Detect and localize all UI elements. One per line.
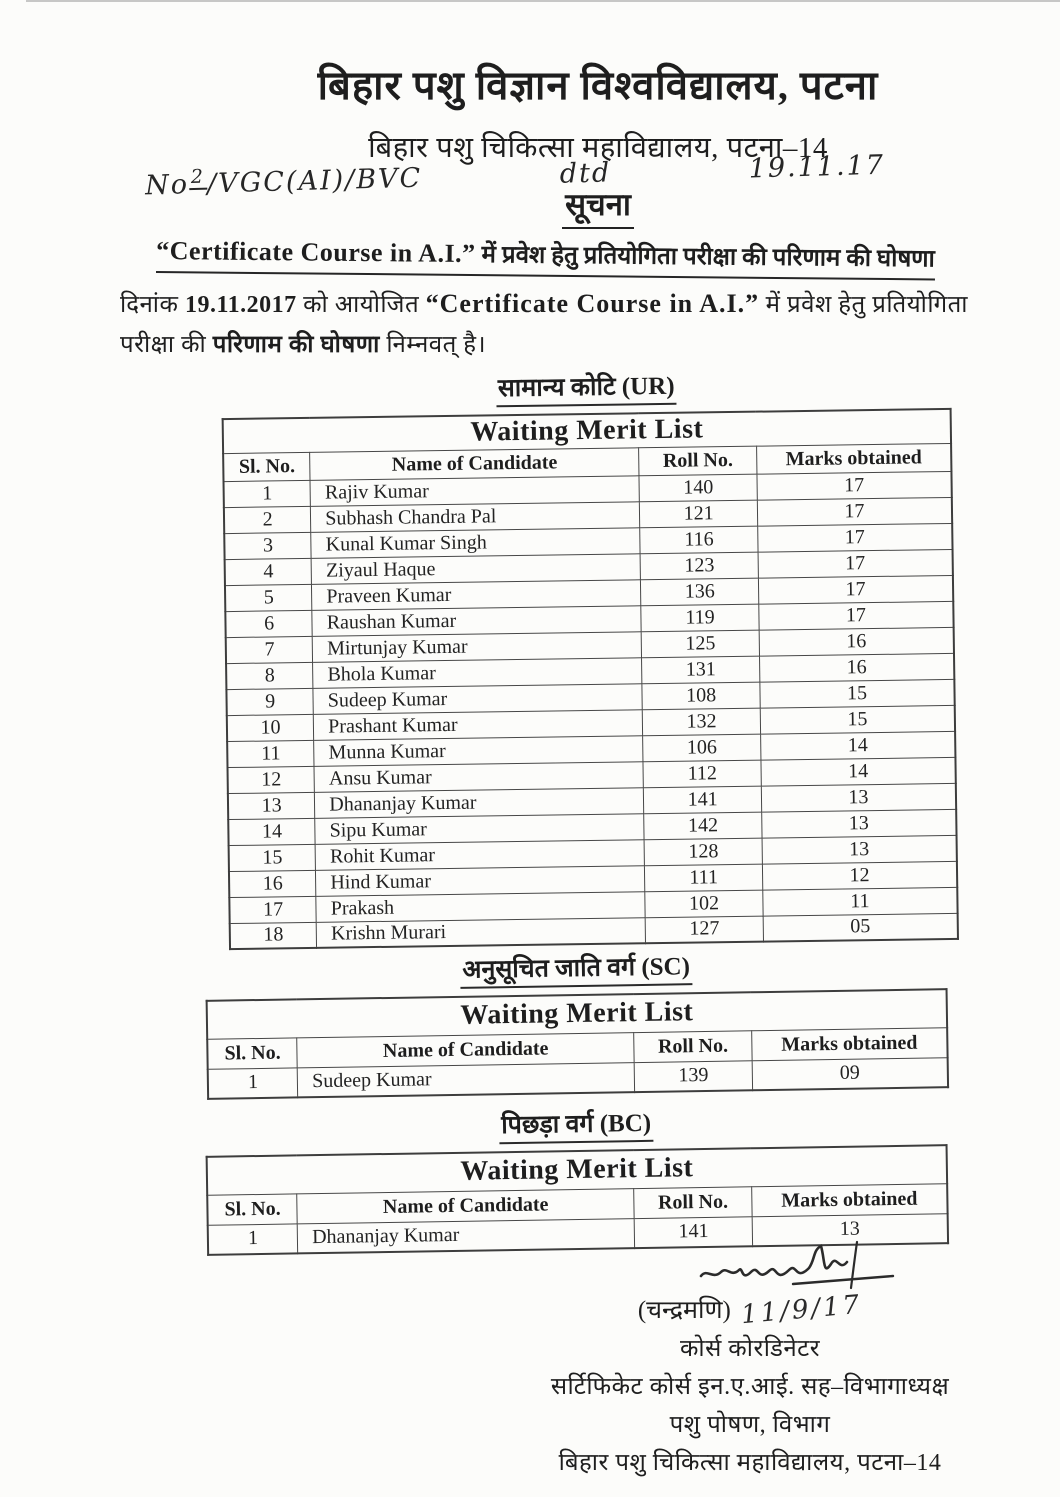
table-cell: 8 — [226, 662, 313, 689]
signature-date: 11/9/17 — [739, 1289, 864, 1331]
table-cell: Subhash Chandra Pal — [311, 501, 640, 532]
table-cell: 2 — [224, 506, 311, 533]
table-cell: 1 — [224, 480, 311, 507]
table-cell: Raushan Kumar — [312, 605, 641, 636]
subject-line — [156, 234, 935, 280]
table-cell: 17 — [757, 471, 952, 500]
college-title: बिहार पशु चिकित्सा महाविद्यालय, पटना–14 — [368, 132, 828, 164]
table-cell: 139 — [634, 1060, 752, 1092]
table-cell: 108 — [642, 682, 760, 710]
table-cell: Prashant Kumar — [314, 709, 643, 740]
table-cell: 11 — [763, 887, 958, 916]
section-label-wrap — [205, 1100, 947, 1149]
table-title: Waiting Merit List — [207, 989, 948, 1039]
intro-body-text — [120, 284, 1010, 365]
table-cell: 7 — [226, 636, 313, 663]
intro-result-bold: परिणाम की घोषणा — [212, 332, 380, 358]
table-cell: 15 — [760, 679, 955, 708]
table-cell: 13 — [752, 1213, 948, 1246]
table-cell: 17 — [757, 497, 952, 526]
table-cell: 111 — [645, 864, 763, 892]
scan-edge-artifact — [26, 0, 1060, 2]
intro-course-bold: “Certificate Course in A.I.” — [425, 289, 760, 318]
column-header-name: Name of Candidate — [297, 1188, 634, 1223]
table-cell: 1 — [208, 1223, 298, 1254]
table-cell: 13 — [761, 783, 956, 812]
table-title: Waiting Merit List — [207, 1145, 948, 1195]
table-cell: Sudeep Kumar — [297, 1062, 634, 1097]
table-cell: 102 — [645, 890, 763, 918]
table-cell: 5 — [225, 584, 312, 611]
table-cell: 05 — [763, 913, 958, 942]
intro-seg: को आयोजित — [296, 292, 426, 318]
table-cell: Sipu Kumar — [315, 813, 644, 844]
table-cell: 142 — [644, 812, 762, 840]
table-cell: Mirtunjay Kumar — [312, 631, 641, 662]
table-cell: 127 — [645, 916, 763, 944]
signatory-name: (चन्द्रमणि) — [637, 1297, 731, 1324]
university-title: बिहार पशु विज्ञान विश्वविद्यालय, पटना — [317, 63, 879, 108]
table-cell: 141 — [644, 786, 762, 814]
subject-course-name: “Certificate Course in A.I.” — [156, 236, 476, 269]
table-cell: Rajiv Kumar — [310, 475, 639, 506]
section-bc — [205, 1100, 949, 1256]
table-cell: Kunal Kumar Singh — [311, 527, 640, 558]
ref-number-sup: 2 — [189, 166, 208, 190]
document-header — [140, 56, 1056, 166]
designation-line-4: बिहार पशु चिकित्सा महाविद्यालय, पटना–14 — [558, 1450, 942, 1476]
table-cell: 141 — [634, 1216, 752, 1248]
column-header-roll: Roll No. — [634, 1186, 752, 1218]
table-cell: Munna Kumar — [314, 735, 643, 766]
table-cell: 121 — [640, 500, 758, 528]
table-cell: 12 — [762, 861, 957, 890]
intro-seg: दिनांक — [120, 292, 185, 318]
column-header-slno: Sl. No. — [207, 1037, 297, 1068]
table-cell: 17 — [758, 523, 953, 552]
table-cell: 4 — [225, 558, 312, 585]
sc-waiting-merit-table — [206, 988, 949, 1100]
signature-scribble-row — [545, 1236, 955, 1292]
signatory-name-row — [545, 1289, 955, 1331]
table-cell: 128 — [644, 838, 762, 866]
table-cell: 17 — [758, 549, 953, 578]
table-cell: 123 — [640, 552, 758, 580]
table-cell: 12 — [228, 766, 315, 793]
table-cell: 09 — [752, 1057, 948, 1090]
table-cell: 125 — [641, 630, 759, 658]
table-cell: Prakash — [316, 891, 645, 922]
column-header-marks: Marks obtained — [752, 1027, 948, 1060]
section-label-sc: अनुसूचित जाति वर्ग (SC) — [460, 948, 692, 989]
table-cell: 17 — [229, 896, 316, 923]
subject-line-wrap — [120, 234, 1010, 273]
table-cell: Dhananjay Kumar — [297, 1218, 634, 1253]
table-cell: 16 — [759, 627, 954, 656]
intro-seg: में प्रवेश हेतु प्रतियोगिता परीक्षा की — [120, 292, 969, 358]
table-cell: 1 — [208, 1067, 298, 1098]
column-header-marks: Marks obtained — [752, 1183, 948, 1216]
table-cell: 13 — [228, 792, 315, 819]
table-cell: 6 — [225, 610, 312, 637]
table-cell: Sudeep Kumar — [313, 683, 642, 714]
ref-number: No$^2$/VGC(AI)/BVC — [144, 162, 423, 202]
ur-waiting-merit-table — [222, 408, 959, 950]
designation-line-2: सर्टिफिकेट कोर्स इन.ए.आई. सह–विभागाध्यक्ष — [550, 1374, 950, 1400]
table-cell: 16 — [759, 653, 954, 682]
ref-date: 19.11.17 — [748, 149, 886, 185]
table-cell: Praveen Kumar — [312, 579, 641, 610]
ref-dtd-label: dtd — [559, 157, 612, 190]
column-header-slno: Sl. No. — [207, 1193, 297, 1224]
column-header-roll: Roll No. — [634, 1030, 752, 1062]
table-cell: 112 — [643, 760, 761, 788]
table-cell: 11 — [227, 740, 314, 767]
column-header-roll: Roll No. — [639, 446, 757, 476]
table-cell: Krishn Murari — [316, 917, 645, 948]
notice-heading: सूचना — [562, 183, 634, 229]
table-cell: Ansu Kumar — [314, 761, 643, 792]
intro-paragraph — [120, 234, 1010, 365]
signature-scribble-icon — [697, 1238, 927, 1294]
column-header-name: Name of Candidate — [297, 1032, 634, 1067]
column-header-slno: Sl. No. — [223, 452, 310, 481]
table-cell: 10 — [227, 714, 314, 741]
table-cell: 3 — [224, 532, 311, 559]
table-cell: 140 — [639, 474, 757, 502]
table-cell: Dhananjay Kumar — [315, 787, 644, 818]
table-cell: 14 — [761, 757, 956, 786]
column-header-name: Name of Candidate — [310, 447, 639, 480]
table-cell: 16 — [229, 870, 316, 897]
table-cell: 119 — [641, 604, 759, 632]
designation-line-3: पशु पोषण, विभाग — [669, 1412, 831, 1438]
notice-heading-wrap — [140, 183, 1056, 229]
intro-date-bold: 19.11.2017 — [184, 292, 297, 318]
table-cell: Ziyaul Haque — [311, 553, 640, 584]
table-cell: 15 — [229, 844, 316, 871]
signature-block — [545, 1236, 955, 1478]
table-cell: 13 — [762, 809, 957, 838]
table-cell: 17 — [759, 601, 954, 630]
section-label-wrap — [221, 364, 951, 411]
section-label-ur: सामान्य कोटि (UR) — [496, 368, 677, 408]
table-cell: Hind Kumar — [316, 865, 645, 896]
designation-line-1: कोर्स कोरडिनेटर — [679, 1336, 821, 1362]
table-cell: 106 — [643, 734, 761, 762]
table-cell: 132 — [643, 708, 761, 736]
subject-hindi-text: में प्रवेश हेतु प्रतियोगिता परीक्षा की परिणाम की घोषणा — [475, 242, 935, 273]
table-cell: Bhola Kumar — [313, 657, 642, 688]
table-title: Waiting Merit List — [223, 409, 951, 453]
table-cell: 131 — [642, 656, 760, 684]
section-sc — [205, 944, 949, 1100]
table-cell: 15 — [760, 705, 955, 734]
section-ur — [221, 364, 959, 950]
table-cell: 136 — [641, 578, 759, 606]
table-cell: 13 — [762, 835, 957, 864]
table-cell: 116 — [640, 526, 758, 554]
table-cell: 17 — [758, 575, 953, 604]
table-cell: 18 — [230, 922, 317, 949]
table-cell: 14 — [761, 731, 956, 760]
ur-table-body — [224, 471, 958, 949]
table-cell: Rohit Kumar — [315, 839, 644, 870]
table-cell: 9 — [226, 688, 313, 715]
section-label-bc: पिछड़ा वर्ग (BC) — [499, 1105, 653, 1144]
section-label-wrap — [205, 944, 947, 993]
table-cell: 14 — [228, 818, 315, 845]
column-header-marks: Marks obtained — [757, 443, 952, 474]
intro-seg: निम्नवत् है। — [379, 332, 487, 358]
